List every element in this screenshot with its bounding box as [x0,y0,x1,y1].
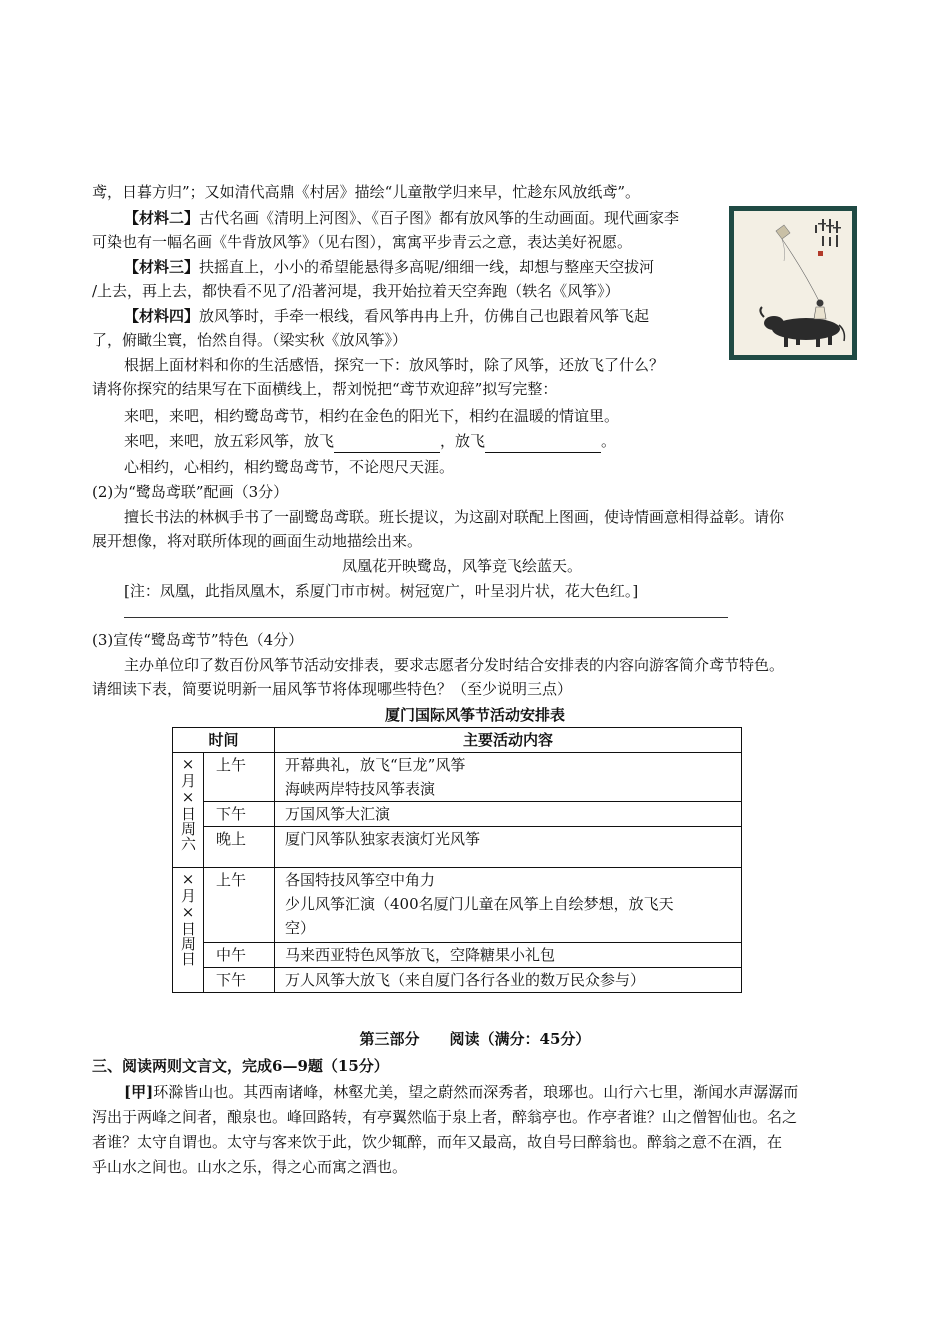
activity-line: 厦门风筝队独家表演灯光风筝 [285,830,481,848]
q2-line2: 展开想像，将对联所体现的画面生动地描绘出来。 [92,532,423,550]
q3-line2: 请细读下表，简要说明新一届风筝节将体现哪些特色？（至少说明三点） [92,680,573,698]
table-row [173,968,742,993]
material3-tag: 【材料三】 [124,258,200,276]
activity-line: 海峡两岸特技风筝表演 [285,780,436,798]
welcome-line3: 心相约，心相约，相约鹭岛鸢节，不论咫尺天涯。 [124,458,455,476]
table-title: 厦门国际风筝节活动安排表 [384,706,565,724]
kite [776,225,790,261]
material3-text: 扶摇直上，小小的希望能悬得多高呢/细细一线，却想与整座天空拔河 [199,258,655,276]
activity-line: 开幕典礼，放飞“巨龙”风筝 [285,756,466,774]
material1-tail: 鸢，日暮方归”；又如清代高鼎《村居》描绘“儿童散学归来早，忙趁东风放纸鸢”。 [92,183,641,201]
part3-heading: 第三部分 阅读（满分：45分） [359,1030,591,1048]
slot-cell: 上午 [204,753,275,802]
q3-line1: 主办单位印了数百份风筝节活动安排表，要求志愿者分发时结合安排表的内容向游客简介鸢节特色。 [124,656,785,674]
q2-title: (2)为“鹭岛鸢联”配画（3分） [92,483,289,501]
activity-line: 各国特技风筝空中角力 [285,871,436,889]
activity-line: 少儿风筝汇演（400名厦门儿童在风筝上自绘梦想，放飞天 [285,895,674,913]
schedule-table [172,727,742,993]
day1-cell [173,753,204,868]
day2-label: ×月×日周日 [179,870,197,966]
painting-illustration [734,211,852,355]
material4-tag: 【材料四】 [124,307,200,325]
header-content: 主要活动内容 [275,728,742,753]
table-header-row [173,728,742,753]
q2-line1: 擅长书法的林枫手书了一副鹭岛鸢联。班长提议，为这副对联配上图画，使诗情画意相得益彰。请你 [124,508,785,526]
child [814,300,826,320]
answer-line[interactable] [124,617,728,618]
welcome-line1: 来吧，来吧，相约鹭岛鸢节，相约在金色的阳光下，相约在温暖的情谊里。 [124,407,620,425]
answer-blank-2[interactable] [485,436,601,453]
painting-calligraphy [815,219,841,247]
couplet: 凤凰花开映鹭岛，风筝竞飞绘蓝天。 [342,557,583,575]
slot-cell: 上午 [204,868,275,943]
jia-tag: [甲] [124,1083,154,1101]
activity-cell [275,827,742,868]
jia-line4: 乎山水之间也。山水之乐，得之心而寓之酒也。 [92,1158,408,1176]
welcome-line2-mid: ，放飞 [440,432,486,450]
prompt1-line2: 请将你探究的结果写在下面横线上，帮刘悦把“鸢节欢迎辞”拟写完整： [92,380,558,398]
slot-cell: 晚上 [204,827,275,868]
table-row [173,868,742,943]
jia-line1 [124,1080,798,1104]
header-time: 时间 [173,728,275,753]
slot-cell: 下午 [204,802,275,827]
activity-cell [275,802,742,827]
day1-label: ×月×日周六 [179,755,197,851]
jia-text: 环滁皆山也。其西南诸峰，林壑尤美，望之蔚然而深秀者，琅琊也。山行六七里，渐闻水声潺潺而 [153,1083,799,1101]
jia-line3: 者谁？太守自谓也。太守与客来饮于此，饮少辄醉，而年又最高，故自号曰醉翁也。醉翁之意不在酒，在 [92,1133,783,1151]
activity-cell [275,968,742,993]
table-row [173,827,742,868]
table-row [173,753,742,802]
material3-line2: /上去，再上去，都快看不见了/沿著河堤，我开始拉着天空奔跑（轶名《风筝》） [92,282,620,300]
activity-cell [275,868,742,943]
activity-line: 马来西亚特色风筝放飞，空降糖果小礼包 [285,946,556,964]
activity-line: 万国风筝大汇演 [285,805,391,823]
material4-line1 [124,304,649,328]
part3-question-heading: 三、阅读两则文言文，完成6—9题（15分） [92,1057,389,1075]
material4-text: 放风筝时，手牵一根线，看风筝冉冉上升，仿佛自己也跟着风筝飞起 [199,307,650,325]
buffalo [760,307,844,347]
welcome-line2-end: 。 [601,432,617,450]
slot-cell: 中午 [204,943,275,968]
kite-buffalo-painting [729,206,857,360]
welcome-line2-start: 来吧，来吧，放五彩风筝，放飞 [124,432,335,450]
activity-line: 万人风筝大放飞（来自厦门各行各业的数万民众参与） [285,971,646,989]
material4-line2: 了，俯瞰尘寰，怡然自得。（梁实秋《放风筝》） [92,331,408,349]
material2-tag: 【材料二】 [124,209,200,227]
day2-cell [173,868,204,993]
material2-line2: 可染也有一幅名画《牛背放风筝》（见右图），寓寓平步青云之意，表达美好祝愿。 [92,233,633,251]
answer-blank-1[interactable] [334,436,440,453]
slot-cell: 下午 [204,968,275,993]
table-row [173,802,742,827]
welcome-line2 [124,429,616,453]
activity-cell [275,943,742,968]
material3-line1 [124,255,654,279]
material2-line1 [124,206,679,230]
kite-string [782,239,820,303]
q2-note: [注：凤凰，此指凤凰木，系厦门市市树。树冠宽广，叶呈羽片状，花大色红。] [124,582,639,600]
table-row [173,943,742,968]
q3-title: (3)宣传“鹭岛鸢节”特色（4分） [92,631,304,649]
jia-line2: 泻出于两峰之间者，酿泉也。峰回路转，有亭翼然临于泉上者，醉翁亭也。作亭者谁？山之僧智仙也。名之 [92,1108,798,1126]
activity-cell [275,753,742,802]
activity-line: 空） [285,919,316,937]
painting-seal [818,251,823,256]
material2-text: 古代名画《清明上河图》、《百子图》都有放风筝的生动画面。现代画家李 [199,209,680,227]
prompt1-line1: 根据上面材料和你的生活感悟，探究一下：放风筝时，除了风筝，还放飞了什么？ [124,356,665,374]
